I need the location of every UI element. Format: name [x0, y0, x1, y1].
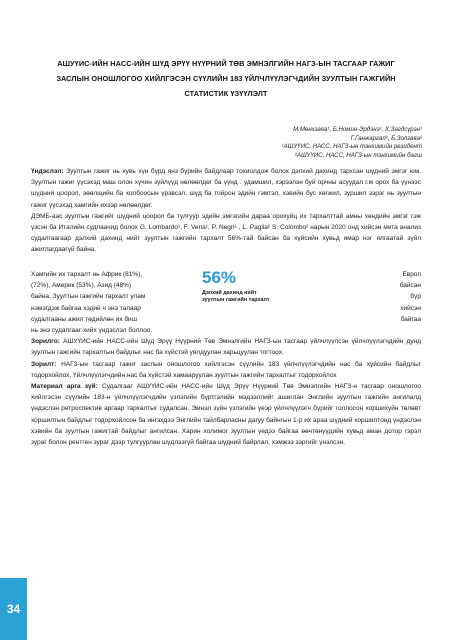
wrapped-left-line-3: байна. Зуултын гажгийн тархалт улам — [31, 293, 146, 301]
title-line-1: АШУҮИС-ИЙН НАСС-ИЙН ШҮД ЭРҮҮ НҮҮРНИЙ ТӨВ ЭМНЭЛГИЙН НАГЗ-ЫН ТАСГААР ГАЖИГ — [57, 59, 395, 68]
goal-text: НАГЗ-ын тасгаар гажиг заслын оношлогоо хийлгэсэн сүүлийн 183 үйлчлүүлэгчдийн нас ба хүйсийн байдлыг тодорхойлох, Үйлчлүүлэгчдийн нас ба хүйстэй хамааруулан зуултын гажгийн тархалтыг тодорхойлох — [31, 360, 421, 379]
wrapped-right-line-4: хийсэн — [400, 304, 421, 312]
wrapped-left-line-4: нэмэгдэж байгаа хэдий ч энэ талаар — [31, 304, 141, 312]
wrapped-right-line-3: бүр — [410, 293, 421, 301]
intro-section — [31, 166, 421, 256]
intro-label: Үндэслэл: — [31, 168, 64, 175]
authors-line-2: Г.Ганжаргал², Б.Золзаяа² — [350, 134, 422, 142]
wrapped-left-line-5: судалгааны ажил төдийлөн их биш — [31, 315, 137, 323]
wrapped-right-line-2: байсан — [399, 282, 421, 290]
page-number: 34 — [6, 602, 21, 616]
wrapped-right-line-5: байгаа — [400, 315, 421, 323]
wrapped-left-line-2: (72%), Америк (53%), Азид (48%) — [31, 282, 132, 290]
statistic-label-line-2: зуултын гажгийн тархалт — [202, 297, 270, 303]
methods-paragraph — [31, 381, 421, 448]
wrapped-left-line-1: Хамгийн их тархалт нь Африк (81%), — [31, 271, 143, 278]
hypothesis-text: АШУҮИС-ийн НАСС-ийн Шүд Эрүү Нүүрний Төв Эмнэлгийн НАГЗ-ын тасгаар үйлчлүүлсэн үйлчлүүлэгчдийн дунд зуултын гажгийн тархалтын байдлыг нас ба хүйстэй уялдуулан харьцуулан тогтоох. — [31, 338, 421, 357]
wrapped-right-line-1: Европ — [402, 271, 421, 278]
title-line-3: СТАТИСТИК ҮЗҮҮЛЭЛТ — [184, 89, 268, 98]
wrapped-left-column — [31, 269, 193, 325]
statistic-value: 56% — [202, 268, 237, 287]
statistic-callout — [200, 268, 280, 328]
goal-label: Зорилт: — [31, 360, 57, 368]
statistic-label-line-1: Дэлхий дахинд нийт — [202, 290, 257, 296]
main-sections — [31, 325, 421, 448]
wrapped-right-column — [361, 269, 421, 325]
methods-text: Судалгааг АШУҮИС-ийн НАСС-ийн Шүд Эрүү Нүүрний Төв Эмнэлгийн НАГЗ-н тасгаар оношлогоо хийлгэсэн сүүлийн 183-н үйлчлүүлэгчдийн үзлэгийн бүртгэлийн мэдээллийг ашиглан Энглийн зуултын гажгийн ангилалд үндэслэн ретроспектив аргаар тархалтыг судалсан. Эмнэл зүйн үзлэгийн үеэр үйлчлүүлэгч бүрийг голлосон хоршихуйн төлөвт хоршилтын байдлыг тодорхойлсон ба ингэхдээ Энглийн тайлбарласны дагуу байнгын 1-р их араа шүдний хоршилтонд үндэслэн хэвийн ба зуултын гажигтай байдлыг ангилсан. Харин холимог зуултын үедээ байгаа өөчтөнүүдийн хувьд аман дотор гэрэл зураг болон рентген зураг дээр тулгуурлан шүдлээгүй байгаа шүдний байрлал, хэмжээ зэргийг үнэлсэн. — [31, 383, 421, 447]
methods-label: Материал арга зүй: — [31, 383, 98, 391]
title-line-2: ЗАСЛЫН ОНОШЛОГОО ХИЙЛГЭСЭН СҮҮЛИЙН 183 ҮЙЛЧЛҮҮЛЭГЧДИЙН ЗУУЛТЫН ГАЖГИЙН — [56, 74, 396, 83]
intro-paragraph-2: ДЭМБ-аас зуултын гажгийг шүдний цоорол ба тулгуур эдийн эмгэгийн дараа орохуйц их тархалттай амны хөндийн эмгэг гэж үзсэн ба Италийн судлаачид болох G. Lombardo¹, F. Vena¹, P. Negri¹ , L. Paglia² S. Colombo² нарын 2020 онд хийсэн мета анализ судалгаагаар дэлхий дахинд нийт зуултын гажгийн тархалт 56%-тай байсан ба хүйсийн хувьд ямар нэг ялгаатай зүйл ажиглагдаагүй байна. — [31, 212, 421, 254]
goal-paragraph — [31, 359, 421, 381]
page-title — [30, 56, 422, 101]
intro-text-1: Зуултын гажиг нь хувь хүн бүрд янз бүрийн байдлаар тохиолдож болох дэлхий дахинд тархсан шүдний эмгэг юм. Зуултын гажиг үүсэхэд маш олон хүчин зүйлүүд нөлөөлдөг ба үүнд : удамшил, хэрээлэн буй орчны асуудал г.м орох ба үүнээс шүдний цоорол, эөөлщийн ба холбоосын үрэвсэл, шүд ба тойрон эдийн гэмтэл, хэвийн бус хөгжил, зуршил зэрэг нь зуултын гажиг үүсэхэд хамгийн ихээр нөлөөлдөг. — [31, 168, 421, 209]
affiliation-1: ¹АШУҮИС, НАСС, НАГЗ-ын тэнхимийн резидент — [281, 143, 422, 151]
hypothesis-label: Зорилго: — [31, 338, 60, 346]
intro-tail: нь энэ судалгааг хийх үндэслэл боллоо. — [31, 327, 153, 334]
authors-line-1: М.Мөнхзаяа¹, Б.Номин-Эрдэнэ¹, Х.Загдсүрэн¹ — [293, 126, 422, 133]
statistic-label — [202, 290, 270, 304]
affiliation-2: ²АШУҮИС, НАСС, НАГЗ-ын тэнхимийн багш — [294, 151, 422, 159]
intro-paragraph-1 — [31, 166, 421, 211]
author-block — [122, 126, 422, 160]
hypothesis-paragraph — [31, 336, 421, 358]
